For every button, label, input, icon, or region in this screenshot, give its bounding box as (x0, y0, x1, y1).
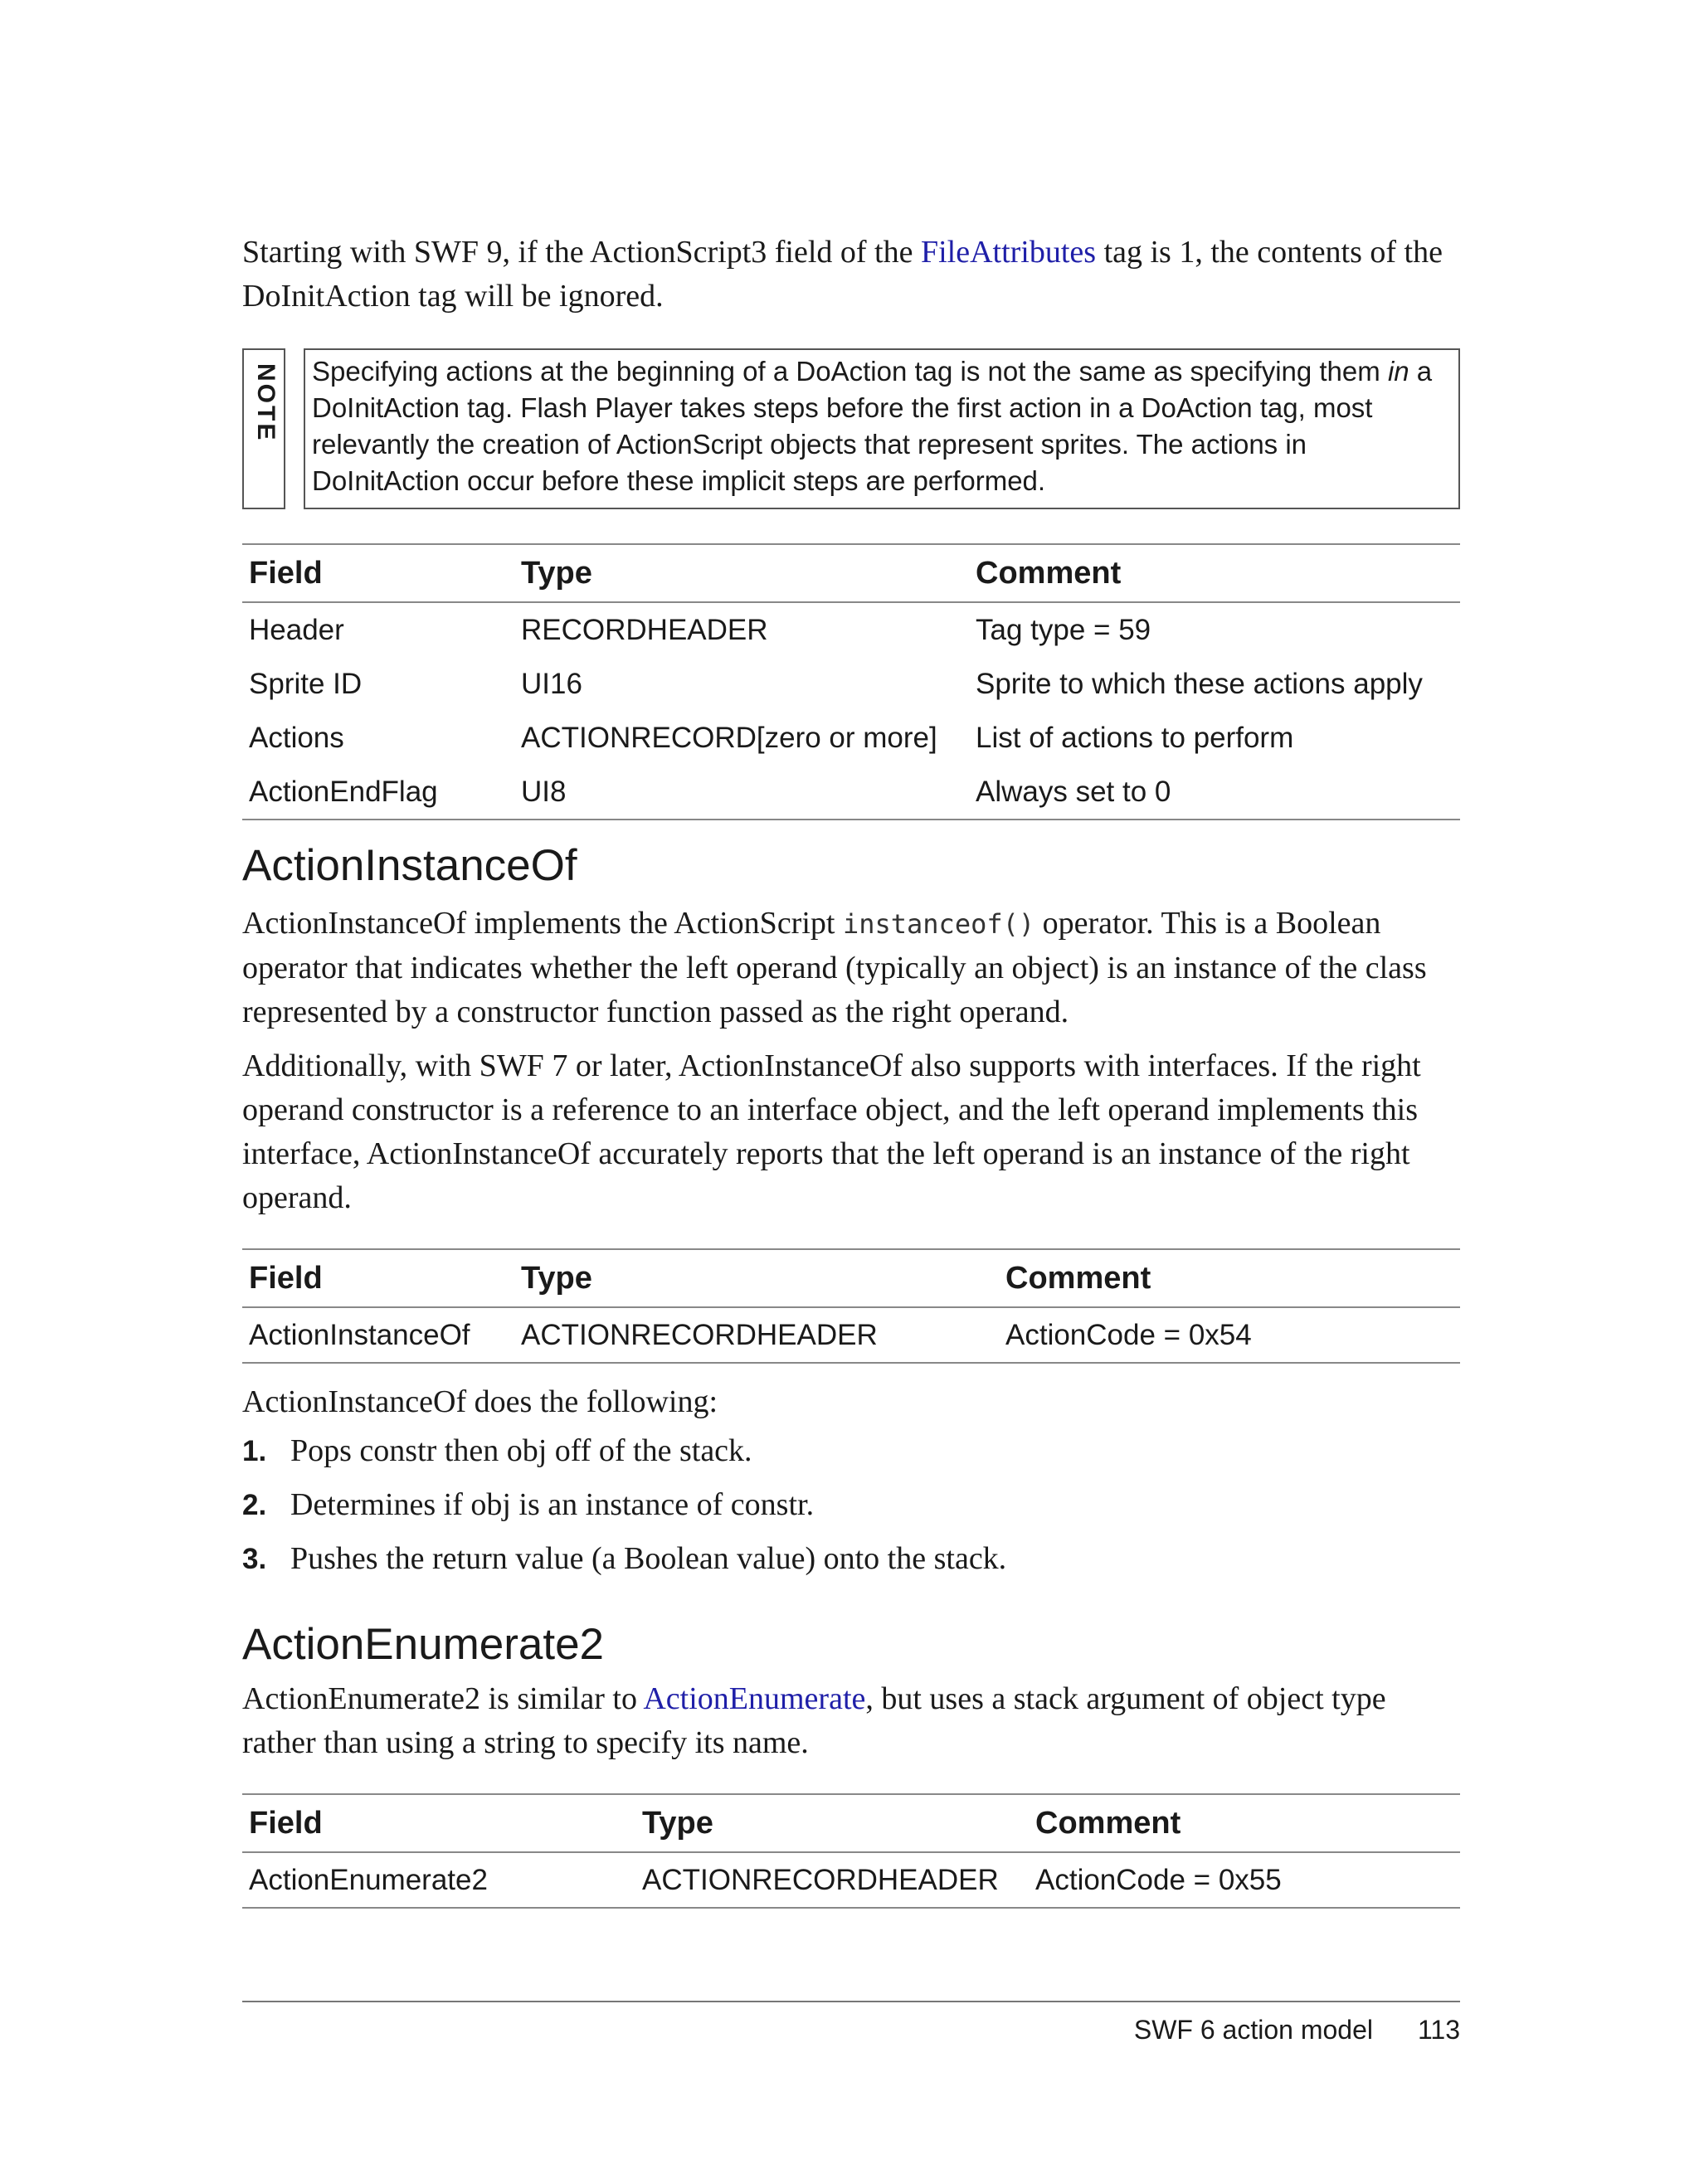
list-item (242, 1532, 1460, 1586)
table-cell: Sprite ID (249, 667, 363, 700)
table-cell: List of actions to perform (976, 721, 1294, 754)
intro-paragraph: Starting with SWF 9, if the ActionScript3 field of the FileAttributes tag is 1, the contents of the DoInitAction tag will be ignored. (242, 235, 1443, 314)
list-item-text: Pushes the return value (a Boolean value) onto the stack. (290, 1541, 1007, 1576)
table-header-row (242, 544, 1460, 602)
table-cell: ActionEnumerate2 (242, 1852, 635, 1908)
fileattributes-link[interactable]: FileAttributes (920, 235, 1097, 270)
enumerate2-paragraph: ActionEnumerate2 is similar to ActionEnumerate, but uses a stack argument of object type rather than using a string to specify its name. (242, 1681, 1386, 1760)
table-row (242, 1852, 1460, 1908)
list-item (242, 1424, 1460, 1478)
instanceof-paragraph-1: ActionInstanceOf implements the ActionScript instanceof() operator. This is a Boolean operator that indicates whether the left operand (typically an object) is an instance of the class represented by a constructor function passed as the right operand. (242, 906, 1427, 1029)
table-header-row (242, 1249, 1460, 1307)
doinitaction-field-table (242, 543, 1460, 820)
table-row (242, 765, 1460, 820)
table-cell: ActionInstanceOf (242, 1307, 514, 1363)
instanceof-code: instanceof() (842, 908, 1035, 940)
table-header-cell: Comment (999, 1249, 1460, 1307)
table-cell: Always set to 0 (969, 765, 1460, 820)
list-item-number: 2. (242, 1489, 267, 1521)
table-cell: UI8 (514, 765, 969, 820)
table-header-cell: Field (242, 1794, 635, 1852)
table-row (242, 602, 1460, 657)
table-cell: ActionCode = 0x55 (1029, 1852, 1460, 1908)
actionenumerate2-field-table (242, 1793, 1460, 1909)
list-item-text: Determines if obj is an instance of constr. (290, 1487, 815, 1522)
section-heading-actionenumerate2: ActionEnumerate2 (242, 1620, 605, 1669)
table-cell: ACTIONRECORDHEADER (635, 1852, 1029, 1908)
actionenumerate-link[interactable]: ActionEnumerate (643, 1681, 866, 1716)
table-header-cell: Type (514, 544, 969, 602)
table-cell: ActionCode = 0x54 (999, 1307, 1460, 1363)
list-item-number: 3. (242, 1543, 267, 1575)
table-cell: ACTIONRECORDHEADER (514, 1307, 999, 1363)
footer-divider (242, 2001, 1460, 2002)
table-cell: ActionEndFlag (242, 765, 514, 820)
table-cell: Tag type = 59 (976, 613, 1151, 646)
list-item-text: Pops constr then obj off of the stack. (290, 1433, 752, 1468)
table-header-cell: Field (242, 544, 514, 602)
table-cell: Actions (249, 721, 344, 754)
table-row (242, 711, 1460, 765)
steps-list (242, 1424, 1460, 1586)
list-item (242, 1478, 1460, 1532)
note-tab (242, 348, 285, 509)
table-cell: ACTIONRECORD[zero or more] (521, 721, 937, 754)
table-cell: RECORDHEADER (521, 613, 768, 646)
footer-section-title: SWF 6 action model (1133, 2015, 1373, 2045)
page-footer (242, 2013, 1460, 2046)
note-text: Specifying actions at the beginning of a DoAction tag is not the same as specifying them in a DoInitAction tag. Flash Player takes steps before the first action in a DoAction tag, most relevantly the creation of ActionScript objects that represent sprites. The actions in DoInitAction occur before these implicit steps are performed. (304, 348, 1460, 509)
table-cell: UI16 (521, 667, 582, 700)
table-header-cell: Field (242, 1249, 514, 1307)
note-box (242, 348, 1460, 513)
table-header-row (242, 1794, 1460, 1852)
instanceof-paragraph-2: Additionally, with SWF 7 or later, ActionInstanceOf also supports with interfaces. If the right operand constructor is a reference to an interface object, and the left operand implements this interface, ActionInstanceOf accurately reports that the left operand is an instance of the right operand. (242, 1048, 1421, 1215)
page-number: 113 (1417, 2015, 1460, 2045)
list-item-number: 1. (242, 1435, 267, 1467)
table-cell: Header (249, 613, 344, 646)
actioninstanceof-field-table (242, 1248, 1460, 1364)
page-content (242, 231, 1460, 1909)
steps-intro: ActionInstanceOf does the following: (242, 1384, 718, 1419)
table-header-cell: Type (514, 1249, 999, 1307)
table-row (242, 1307, 1460, 1363)
table-header-cell: Comment (1029, 1794, 1460, 1852)
section-heading-actioninstanceof: ActionInstanceOf (242, 841, 577, 890)
table-header-cell: Type (635, 1794, 1029, 1852)
note-label: NOTE (252, 363, 280, 443)
table-header-cell: Comment (969, 544, 1460, 602)
table-cell: Sprite to which these actions apply (976, 667, 1423, 700)
table-row (242, 657, 1460, 711)
